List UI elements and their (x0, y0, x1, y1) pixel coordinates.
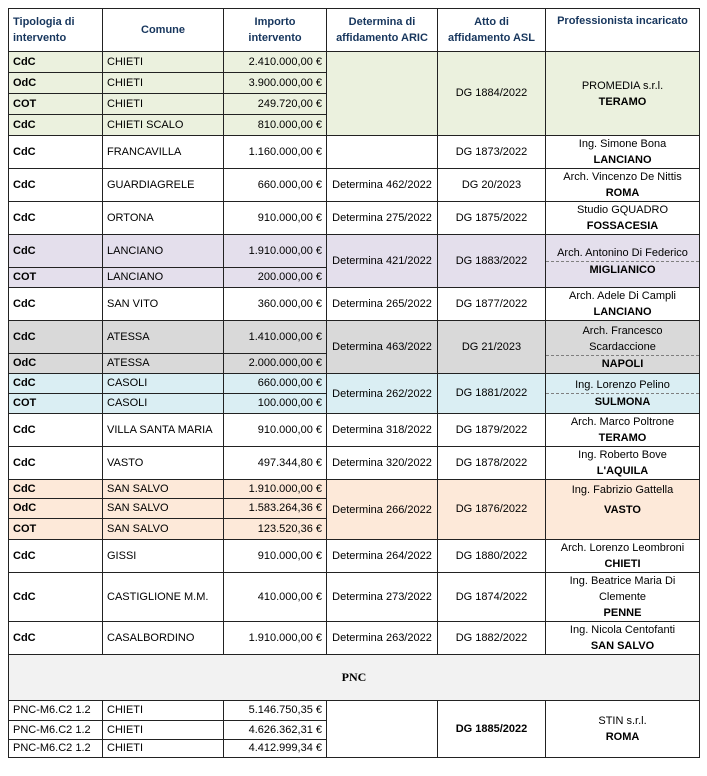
comune-cell: CHIETI (103, 740, 224, 758)
tipo-cell: COT (9, 519, 103, 540)
professionista-cell (546, 136, 700, 169)
professionista-name: Arch. Antonino Di Federico (557, 246, 688, 259)
tipo-cell: CdC (9, 321, 103, 354)
importo-cell: 123.520,36 € (224, 519, 327, 540)
atto-cell: DG 1873/2022 (438, 136, 546, 169)
comune-cell: CHIETI (103, 721, 224, 740)
header-row (9, 9, 700, 52)
professionista-city: TERAMO (598, 432, 647, 444)
professionista-cell (546, 235, 700, 288)
comune-cell: CHIETI (103, 73, 224, 94)
header-professionista: Professionista incaricato (546, 9, 700, 52)
table-row (9, 202, 700, 235)
professionista-city: LANCIANO (593, 154, 652, 166)
comune-cell: SAN SALVO (103, 480, 224, 499)
atto-cell: DG 1884/2022 (438, 52, 546, 136)
pnc-title: PNC (9, 655, 700, 701)
tipo-cell: CdC (9, 573, 103, 622)
determina-cell: Determina 462/2022 (327, 169, 438, 202)
professionista-name: Arch. Francesco Scardaccione (582, 324, 663, 353)
tipo-cell: OdC (9, 354, 103, 374)
tipo-cell: CdC (9, 169, 103, 202)
atto-cell: DG 21/2023 (438, 321, 546, 374)
tipo-cell: CdC (9, 288, 103, 321)
determina-cell: Determina 318/2022 (327, 414, 438, 447)
determina-cell: Determina 273/2022 (327, 573, 438, 622)
tipo-cell: COT (9, 394, 103, 414)
importo-cell: 3.900.000,00 € (224, 73, 327, 94)
tipo-cell: PNC-M6.C2 1.2 (9, 701, 103, 721)
importo-cell: 2.000.000,00 € (224, 354, 327, 374)
comune-cell: CHIETI SCALO (103, 115, 224, 136)
comune-cell: GISSI (103, 540, 224, 573)
professionista-city: FOSSACESIA (586, 220, 659, 232)
table-row (9, 374, 700, 394)
tipo-cell: CdC (9, 447, 103, 480)
importo-cell: 910.000,00 € (224, 540, 327, 573)
determina-cell: Determina 463/2022 (327, 321, 438, 374)
comune-cell: CASALBORDINO (103, 622, 224, 655)
importo-cell: 1.583.264,36 € (224, 499, 327, 519)
importo-cell: 1.910.000,00 € (224, 622, 327, 655)
atto-cell: DG 1885/2022 (438, 701, 546, 758)
comune-cell: CHIETI (103, 701, 224, 721)
professionista-cell (546, 540, 700, 573)
tipo-cell: COT (9, 94, 103, 115)
determina-cell (327, 136, 438, 169)
tipo-cell: CdC (9, 374, 103, 394)
professionista-name: Ing. Fabrizio Gattella (571, 484, 674, 496)
professionista-cell (546, 622, 700, 655)
atto-cell: DG 1878/2022 (438, 447, 546, 480)
professionista-name: PROMEDIA s.r.l. (581, 79, 664, 92)
atto-cell: DG 1874/2022 (438, 573, 546, 622)
importo-cell: 660.000,00 € (224, 374, 327, 394)
importo-cell: 1.910.000,00 € (224, 235, 327, 268)
table-row (9, 288, 700, 321)
professionista-name: STIN s.r.l. (598, 715, 647, 727)
professionista-city: PENNE (603, 607, 642, 619)
comune-cell: ORTONA (103, 202, 224, 235)
determina-cell: Determina 421/2022 (327, 235, 438, 288)
table-row (9, 136, 700, 169)
tipo-cell: OdC (9, 499, 103, 519)
importo-cell: 4.626.362,31 € (224, 721, 327, 740)
importo-cell: 910.000,00 € (224, 202, 327, 235)
professionista-name: Ing. Roberto Bove (578, 449, 667, 461)
professionista-name: Ing. Nicola Centofanti (569, 624, 676, 636)
atto-cell: DG 20/2023 (438, 169, 546, 202)
table-row (9, 622, 700, 655)
comune-cell: CASOLI (103, 374, 224, 394)
professionista-city: ROMA (605, 187, 640, 199)
atto-cell: DG 1882/2022 (438, 622, 546, 655)
professionista-city: LANCIANO (593, 306, 652, 318)
importo-cell: 360.000,00 € (224, 288, 327, 321)
comune-cell: FRANCAVILLA (103, 136, 224, 169)
professionista-cell (546, 414, 700, 447)
professionista-cell (546, 169, 700, 202)
comune-cell: VILLA SANTA MARIA (103, 414, 224, 447)
comune-cell: SAN VITO (103, 288, 224, 321)
atto-cell: DG 1879/2022 (438, 414, 546, 447)
table-row (9, 52, 700, 73)
professionista-cell (546, 288, 700, 321)
professionista-cell (546, 447, 700, 480)
atto-cell: DG 1883/2022 (438, 235, 546, 288)
tipo-cell: CdC (9, 52, 103, 73)
comune-cell: LANCIANO (103, 268, 224, 288)
determina-cell (327, 701, 438, 758)
determina-cell: Determina 263/2022 (327, 622, 438, 655)
importo-cell: 1.910.000,00 € (224, 480, 327, 499)
table-container (8, 8, 700, 758)
importo-cell: 100.000,00 € (224, 394, 327, 414)
atto-cell: DG 1875/2022 (438, 202, 546, 235)
tipo-cell: CdC (9, 540, 103, 573)
tipo-cell: PNC-M6.C2 1.2 (9, 721, 103, 740)
professionista-cell (546, 374, 700, 414)
atto-cell: DG 1877/2022 (438, 288, 546, 321)
atto-cell: DG 1880/2022 (438, 540, 546, 573)
professionista-cell (546, 480, 700, 540)
importo-cell: 1.410.000,00 € (224, 321, 327, 354)
professionista-city: TERAMO (598, 95, 647, 108)
tipo-cell: CdC (9, 235, 103, 268)
importo-cell: 249.720,00 € (224, 94, 327, 115)
importo-cell: 1.160.000,00 € (224, 136, 327, 169)
determina-cell: Determina 275/2022 (327, 202, 438, 235)
table-row (9, 573, 700, 622)
table-row (9, 480, 700, 499)
table-row (9, 169, 700, 202)
table-row (9, 540, 700, 573)
professionista-name: Ing. Simone Bona (578, 138, 667, 150)
professionista-city: MIGLIANICO (546, 261, 699, 278)
comune-cell: VASTO (103, 447, 224, 480)
comune-cell: CASOLI (103, 394, 224, 414)
importo-cell: 497.344,80 € (224, 447, 327, 480)
importo-cell: 660.000,00 € (224, 169, 327, 202)
professionista-city: SAN SALVO (590, 640, 655, 652)
importo-cell: 410.000,00 € (224, 573, 327, 622)
professionista-name: Arch. Marco Poltrone (570, 416, 675, 428)
header-importo: Importo intervento (224, 9, 327, 52)
tipo-cell: CdC (9, 202, 103, 235)
professionista-cell (546, 573, 700, 622)
determina-cell (327, 52, 438, 136)
affidamenti-table (8, 8, 700, 758)
importo-cell: 910.000,00 € (224, 414, 327, 447)
importo-cell: 4.412.999,34 € (224, 740, 327, 758)
comune-cell: CHIETI (103, 52, 224, 73)
professionista-name: Arch. Lorenzo Leombroni (560, 542, 685, 554)
professionista-name: Studio GQUADRO (576, 204, 669, 216)
determina-cell: Determina 265/2022 (327, 288, 438, 321)
comune-cell: ATESSA (103, 354, 224, 374)
tipo-cell: PNC-M6.C2 1.2 (9, 740, 103, 758)
professionista-name: Arch. Vincenzo De Nittis (563, 171, 682, 183)
atto-cell: DG 1881/2022 (438, 374, 546, 414)
determina-cell: Determina 264/2022 (327, 540, 438, 573)
table-row (9, 321, 700, 354)
header-tipologia: Tipologia di intervento (9, 9, 103, 52)
atto-cell: DG 1876/2022 (438, 480, 546, 540)
comune-cell: ATESSA (103, 321, 224, 354)
tipo-cell: CdC (9, 136, 103, 169)
professionista-city: VASTO (604, 504, 641, 516)
importo-cell: 810.000,00 € (224, 115, 327, 136)
tipo-cell: CdC (9, 480, 103, 499)
professionista-name: Ing. Lorenzo Pelino (575, 379, 670, 391)
importo-cell: 2.410.000,00 € (224, 52, 327, 73)
comune-cell: SAN SALVO (103, 519, 224, 540)
professionista-cell (546, 701, 700, 758)
professionista-cell (546, 52, 700, 136)
professionista-city: ROMA (605, 731, 640, 743)
importo-cell: 200.000,00 € (224, 268, 327, 288)
comune-cell: CHIETI (103, 94, 224, 115)
tipo-cell: OdC (9, 73, 103, 94)
tipo-cell: CdC (9, 622, 103, 655)
pnc-section-row (9, 655, 700, 701)
tipo-cell: CdC (9, 115, 103, 136)
importo-cell: 5.146.750,35 € (224, 701, 327, 721)
professionista-city: L'AQUILA (596, 465, 649, 477)
comune-cell: LANCIANO (103, 235, 224, 268)
professionista-name: Ing. Beatrice Maria Di Clemente (569, 575, 676, 603)
table-row (9, 447, 700, 480)
tipo-cell: CdC (9, 414, 103, 447)
comune-cell: GUARDIAGRELE (103, 169, 224, 202)
comune-cell: SAN SALVO (103, 499, 224, 519)
determina-cell: Determina 320/2022 (327, 447, 438, 480)
professionista-city: NAPOLI (546, 355, 699, 372)
professionista-city: SULMONA (546, 393, 699, 410)
professionista-cell (546, 202, 700, 235)
table-row (9, 701, 700, 721)
table-row (9, 414, 700, 447)
determina-cell: Determina 262/2022 (327, 374, 438, 414)
header-determina: Determina di affidamento ARIC (327, 9, 438, 52)
determina-cell: Determina 266/2022 (327, 480, 438, 540)
comune-cell: CASTIGLIONE M.M. (103, 573, 224, 622)
header-atto: Atto di affidamento ASL (438, 9, 546, 52)
table-row (9, 235, 700, 268)
header-comune: Comune (103, 9, 224, 52)
tipo-cell: COT (9, 268, 103, 288)
professionista-cell (546, 321, 700, 374)
professionista-city: CHIETI (604, 558, 641, 570)
professionista-name: Arch. Adele Di Campli (569, 290, 676, 302)
